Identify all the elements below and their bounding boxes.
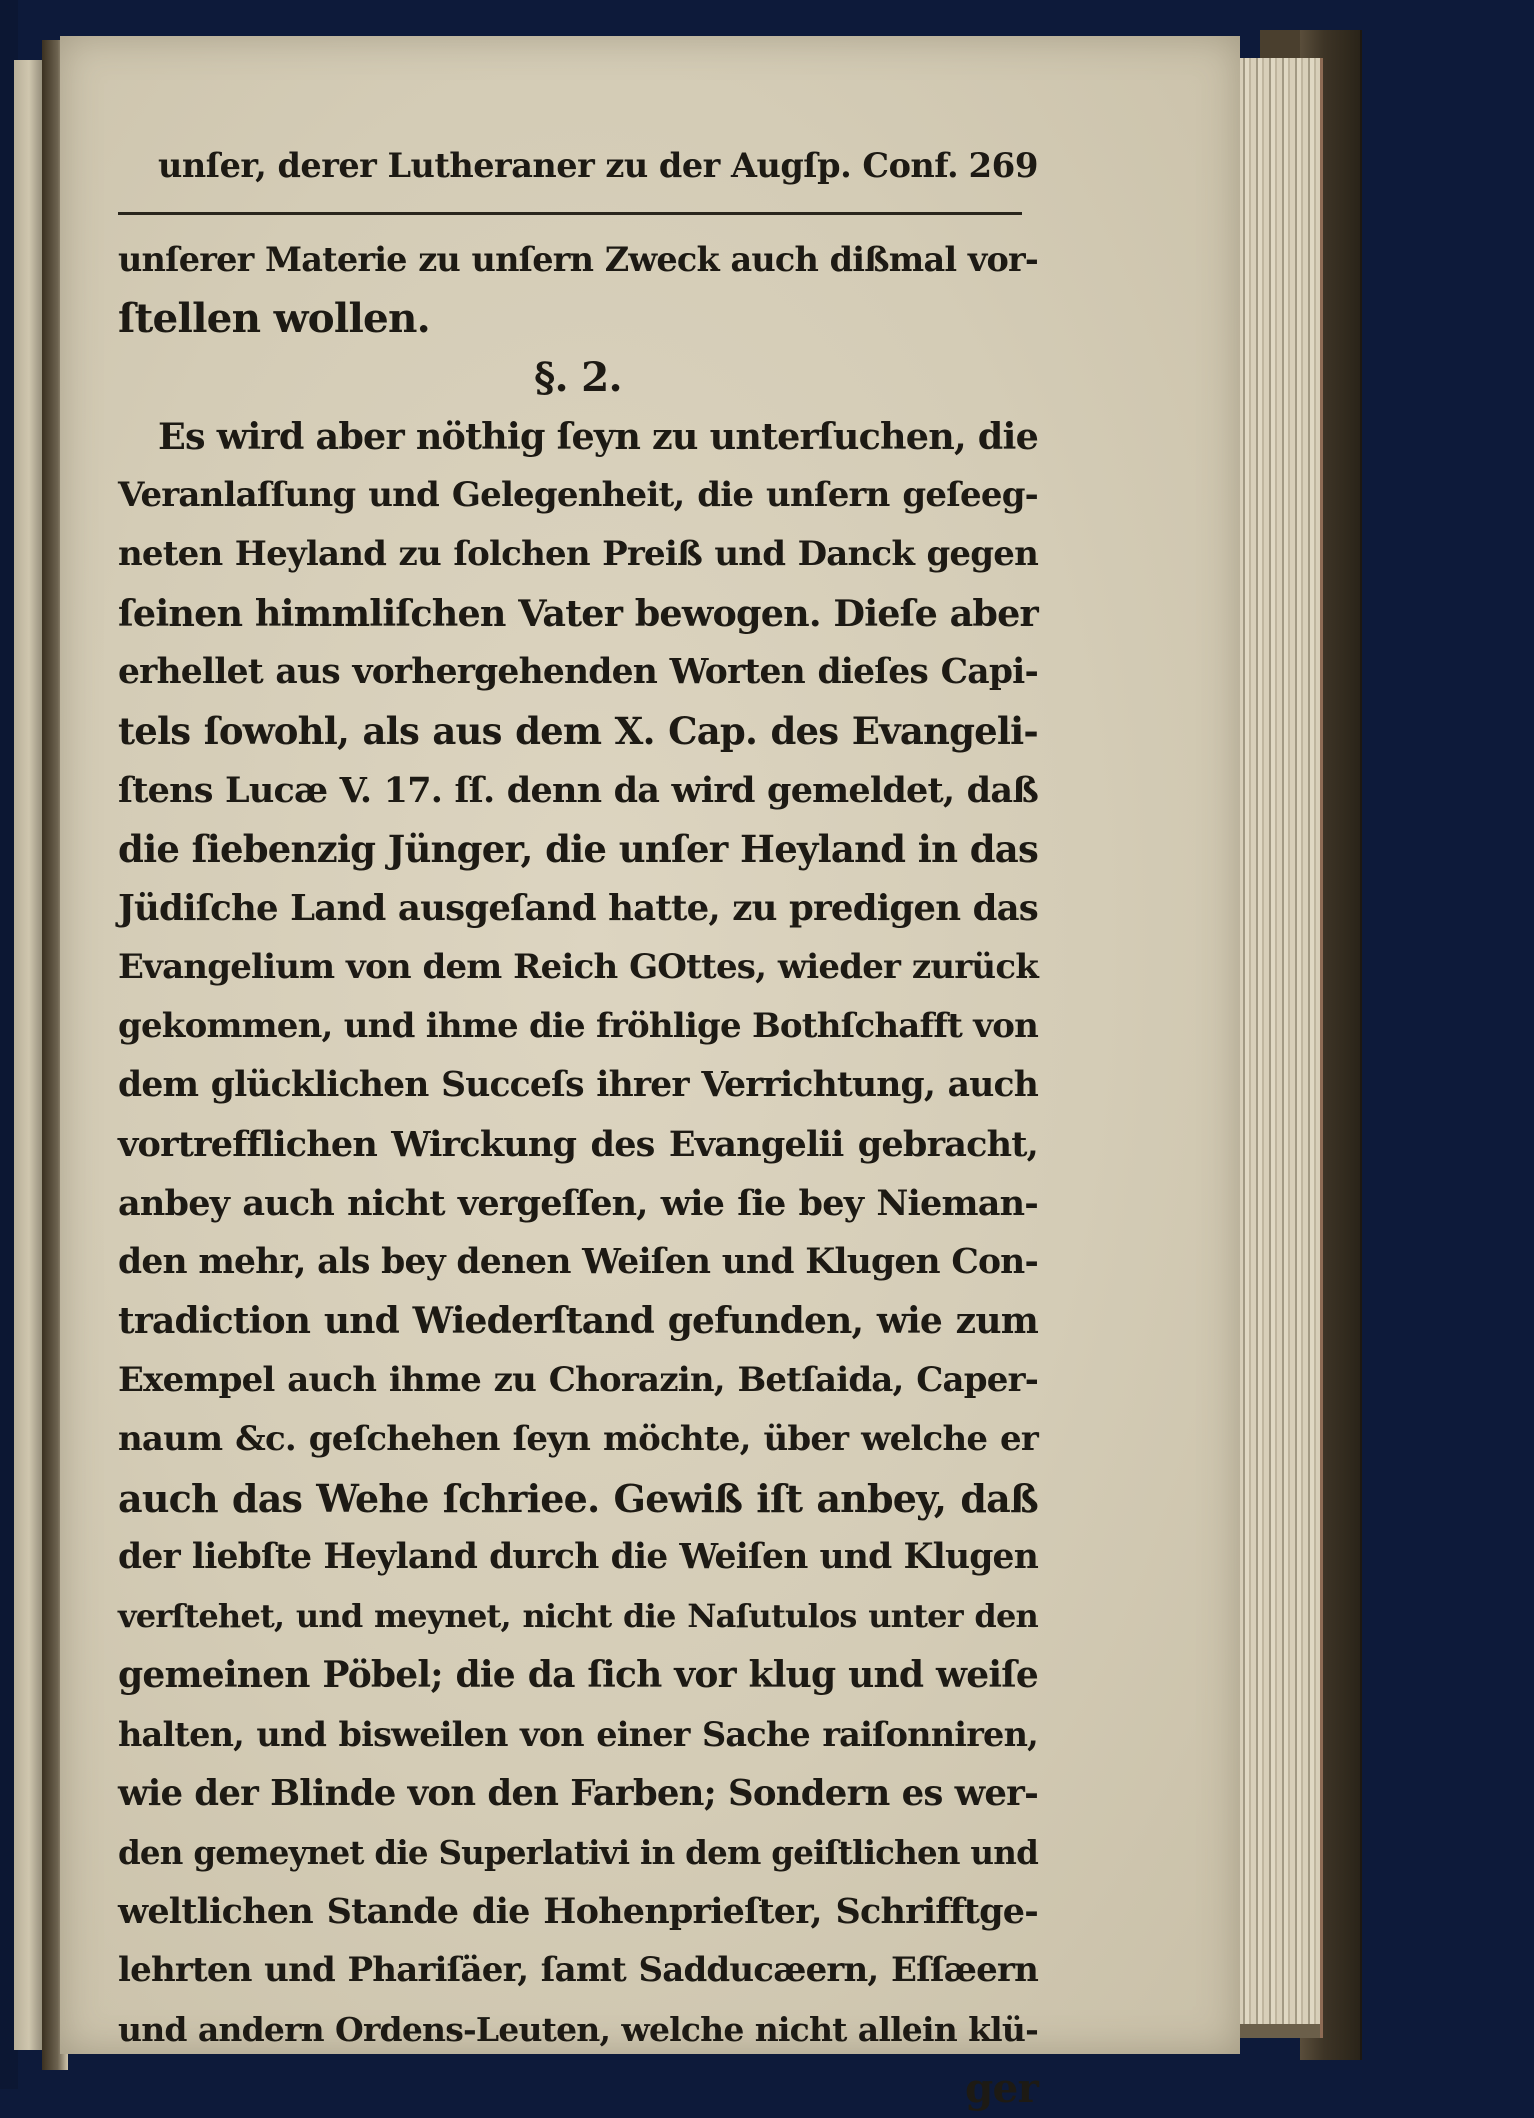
text-line: Veranlaſſung und Gelegenheit, die unſern geſeeg- bbox=[118, 475, 1038, 515]
catchword: ger bbox=[964, 2064, 1038, 2112]
text-line: Exempel auch ihme zu Chorazin, Betſaida, Caper- bbox=[118, 1360, 1038, 1400]
text-line: tels ſowohl, als aus dem X. Cap. des Evangeli- bbox=[118, 709, 1038, 753]
text-line: gemeinen Pöbel; die da ſich vor klug und weiſe bbox=[118, 1654, 1038, 1696]
text-line: Jüdiſche Land ausgeſand hatte, zu predigen das bbox=[118, 888, 1038, 929]
text-line: wie der Blinde von den Farben; Sondern es wer- bbox=[118, 1773, 1038, 1814]
text-line: neten Heyland zu ſolchen Preiß und Danck gegen bbox=[118, 534, 1038, 574]
text-line: weltlichen Stande die Hohenprieſter, Schrifftge- bbox=[118, 1891, 1038, 1932]
text-line: naum &c. geſchehen ſeyn möchte, über welche er bbox=[118, 1419, 1038, 1459]
body-text bbox=[118, 230, 1038, 2118]
text-line: ſtellen wollen. bbox=[118, 294, 430, 342]
section-heading: §. 2. bbox=[534, 353, 622, 401]
text-line: vortrefflichen Wirckung des Evangelii gebracht, bbox=[118, 1124, 1038, 1165]
text-line: dem glücklichen Succeſs ihrer Verrichtung, auch bbox=[118, 1065, 1038, 1105]
text-line: ſtens Lucæ V. 17. ſſ. denn da wird gemeldet, daß bbox=[118, 770, 1038, 811]
text-line: ſeinen himmliſchen Vater bewogen. Dieſe aber bbox=[118, 592, 1038, 635]
text-line: verſtehet, und meynet, nicht die Naſutulos unter den bbox=[118, 1597, 1038, 1635]
text-line: halten, und bisweilen von einer Sache raiſonniren, bbox=[118, 1715, 1038, 1754]
text-line: die ſiebenzig Jünger, die unſer Heyland in das bbox=[118, 827, 1038, 871]
text-line: Es wird aber nöthig ſeyn zu unterſuchen, die bbox=[158, 415, 1038, 458]
text-line: tradiction und Wiederſtand gefunden, wie zum bbox=[118, 1300, 1038, 1342]
text-line: auch das Wehe ſchriee. Gewiß iſt anbey, daß bbox=[118, 1476, 1038, 1521]
text-line: und andern Ordens-Leuten, welche nicht allein klü- bbox=[118, 2010, 1038, 2049]
text-line: der liebſte Heyland durch die Weiſen und Klugen bbox=[118, 1537, 1038, 1577]
text-line: erhellet aus vorhergehenden Worten dieſes Capi- bbox=[118, 652, 1038, 692]
text-line: lehrten und Phariſäer, ſamt Sadducæern, Eſſæern bbox=[118, 1950, 1038, 1990]
text-line: anbey auch nicht vergeſſen, wie ſie bey Nieman- bbox=[118, 1183, 1038, 1224]
running-head bbox=[158, 146, 1038, 194]
text-line: den mehr, als bey denen Weiſen und Klugen Con- bbox=[118, 1242, 1038, 1282]
text-line: unſerer Materie zu unſern Zweck auch dißmal vor- bbox=[118, 240, 1038, 279]
text-line: den gemeynet die Superlativi in dem geiſtlichen und bbox=[118, 1833, 1038, 1872]
text-line: Evangelium von dem Reich GOttes, wieder zurück bbox=[118, 947, 1038, 987]
page-number: 269 bbox=[968, 146, 1038, 186]
running-head-title: unſer, derer Lutheraner zu der Augſp. Conf. bbox=[158, 146, 959, 185]
header-rule bbox=[118, 212, 1022, 215]
text-line: gekommen, und ihme die fröhlige Bothſchafft von bbox=[118, 1006, 1038, 1046]
